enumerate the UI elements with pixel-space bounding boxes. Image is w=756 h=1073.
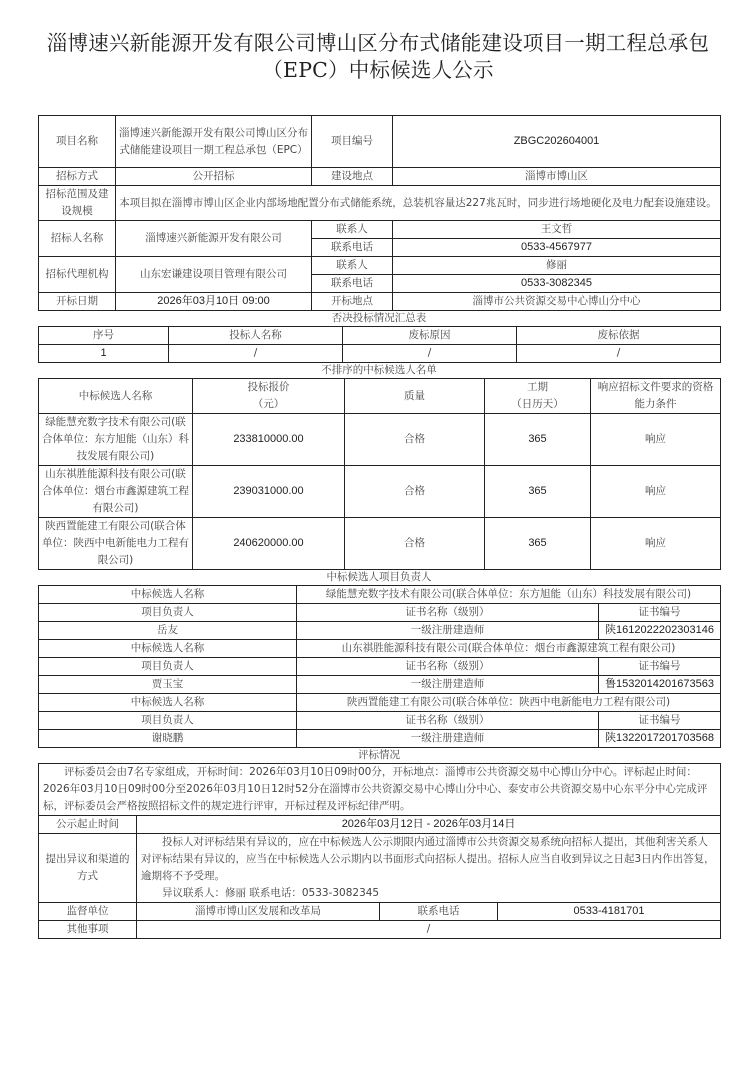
candidate-quality: 合格: [345, 414, 485, 466]
tenderer-phone: 0533-4567977: [393, 239, 721, 257]
project-name: 淄博速兴新能源开发有限公司博山区分布式储能建设项目一期工程总承包（EPC）: [116, 116, 312, 168]
cert-no-label: 证书编号: [599, 712, 721, 730]
candidate-response: 响应: [591, 466, 721, 518]
agency-phone-label: 联系电话: [312, 275, 393, 293]
agency-phone: 0533-3082345: [393, 275, 721, 293]
cert-name-label: 证书名称（级别）: [297, 604, 599, 622]
manager-label: 项目负责人: [39, 658, 297, 676]
rejected-caption: 否决投标情况汇总表: [331, 312, 427, 324]
tenderer-contact-label: 联系人: [312, 221, 393, 239]
bid-method-label: 招标方式: [39, 168, 116, 186]
rejected-cell: 1: [39, 345, 169, 363]
table-row: [39, 414, 721, 466]
title-line-2: （EPC）中标候选人公示: [262, 58, 494, 82]
table-row: [39, 640, 721, 658]
candidate-name: 绿能慧充数字技术有限公司(联合体单位：东方旭能（山东）科技发展有限公司): [297, 586, 721, 604]
table-row: [39, 518, 721, 570]
candidate-label: 中标候选人名称: [39, 640, 297, 658]
rejected-header: 投标人名称: [169, 327, 343, 345]
cert-no: 陕1322017201703568: [599, 730, 721, 748]
candidates-header-period: [485, 379, 591, 414]
project-info-table: [38, 115, 721, 311]
candidate-name: 绿能慧充数字技术有限公司(联合体单位：东方旭能（山东）科技发展有限公司): [39, 414, 193, 466]
manager-label: 项目负责人: [39, 604, 297, 622]
candidate-period: 365: [485, 518, 591, 570]
candidate-period: 365: [485, 414, 591, 466]
agency-contact: 修丽: [393, 257, 721, 275]
candidate-quality: 合格: [345, 518, 485, 570]
objection-label: 提出异议和渠道的方式: [39, 834, 137, 903]
cert-name-label: 证书名称（级别）: [297, 658, 599, 676]
agency-name: 山东宏谦建设项目管理有限公司: [116, 257, 312, 293]
cert-name: 一级注册建造师: [297, 622, 599, 640]
objection-contact: 异议联系人：修丽 联系电话：0533-3082345: [162, 887, 380, 899]
objection-text: 投标人对评标结果有异议的，应在中标候选人公示期限内通过淄博市公共资源交易系统向招标人提出，其他利害关系人对评标结果有异议的，应当在中标候选人公示期内以书面形式向招标人提出。招标人应当自收到异议之日起3日内作出答复，逾期将不予受理。: [141, 836, 715, 882]
scope-text: 本项目拟在淄博市博山区企业内部场地配置分布式储能系统，总装机容量达227兆瓦时，同步进行场地硬化及电力配套设施建设。: [116, 186, 721, 221]
candidate-label: 中标候选人名称: [39, 694, 297, 712]
table-row: [39, 712, 721, 730]
candidate-name: 山东祺胜能源科技有限公司(联合体单位：烟台市鑫源建筑工程有限公司): [39, 466, 193, 518]
candidate-response: 响应: [591, 518, 721, 570]
cert-no: 陕1612022202303146: [599, 622, 721, 640]
candidate-response: 响应: [591, 414, 721, 466]
header-line: （元）: [252, 398, 285, 410]
agency-label: 招标代理机构: [39, 257, 116, 293]
period-label: 公示起止时间: [39, 816, 137, 834]
supervisor-name: 淄博市博山区发展和改革局: [137, 903, 380, 921]
open-place: 淄博市公共资源交易中心博山分中心: [393, 293, 721, 311]
header-line: （日历天）: [511, 398, 564, 410]
cert-name-label: 证书名称（级别）: [297, 712, 599, 730]
cert-name: 一级注册建造师: [297, 676, 599, 694]
cert-name: 一级注册建造师: [297, 730, 599, 748]
table-row: [39, 622, 721, 640]
candidate-name: 山东祺胜能源科技有限公司(联合体单位：烟台市鑫源建筑工程有限公司): [297, 640, 721, 658]
table-row: [39, 604, 721, 622]
objection-cell: [137, 834, 721, 903]
table-row: [39, 466, 721, 518]
other-label: 其他事项: [39, 921, 137, 939]
managers-table: [38, 585, 721, 748]
supervisor-phone: 0533-4181701: [498, 903, 721, 921]
candidates-caption: 不排序的中标候选人名单: [321, 364, 437, 376]
rejected-header: 废标原因: [343, 327, 517, 345]
rejected-cell: /: [343, 345, 517, 363]
table-row: [39, 730, 721, 748]
candidates-header-name: 中标候选人名称: [39, 379, 193, 414]
cert-no-label: 证书编号: [599, 604, 721, 622]
project-name-label: 项目名称: [39, 116, 116, 168]
manager-name: 岳友: [39, 622, 297, 640]
candidates-header-price: [193, 379, 345, 414]
candidate-price: 233810000.00: [193, 414, 345, 466]
bid-method: 公开招标: [116, 168, 312, 186]
rejected-cell: /: [517, 345, 721, 363]
tenderer-label: 招标人名称: [39, 221, 116, 257]
managers-caption: 中标候选人项目负责人: [326, 571, 432, 583]
header-line: 工期: [527, 381, 548, 393]
evaluation-table: [38, 763, 721, 939]
title-line-1: 淄博速兴新能源开发有限公司博山区分布式储能建设项目一期工程总承包: [46, 31, 710, 55]
cert-no-label: 证书编号: [599, 658, 721, 676]
rejected-header: 序号: [39, 327, 169, 345]
manager-name: 贾玉宝: [39, 676, 297, 694]
manager-name: 谢晓鹏: [39, 730, 297, 748]
supervisor-label: 监督单位: [39, 903, 137, 921]
tenderer-name: 淄博速兴新能源开发有限公司: [116, 221, 312, 257]
period-value: 2026年03月12日 - 2026年03月14日: [137, 816, 721, 834]
table-row: [39, 658, 721, 676]
location: 淄博市博山区: [393, 168, 721, 186]
manager-label: 项目负责人: [39, 712, 297, 730]
header-line: 能力条件: [634, 398, 677, 410]
agency-contact-label: 联系人: [312, 257, 393, 275]
evaluation-caption: 评标情况: [358, 749, 400, 761]
document-title: [0, 30, 756, 84]
tenderer-contact: 王文哲: [393, 221, 721, 239]
table-row: [39, 694, 721, 712]
candidate-price: 240620000.00: [193, 518, 345, 570]
rejected-header: 废标依据: [517, 327, 721, 345]
cert-no: 鲁1532014201673563: [599, 676, 721, 694]
rejected-table: [38, 326, 721, 363]
table-row: [39, 676, 721, 694]
candidate-quality: 合格: [345, 466, 485, 518]
project-code-label: 项目编号: [312, 116, 393, 168]
candidate-period: 365: [485, 466, 591, 518]
tenderer-phone-label: 联系电话: [312, 239, 393, 257]
open-date: 2026年03月10日 09:00: [116, 293, 312, 311]
project-code: ZBGC202604001: [393, 116, 721, 168]
candidate-name: 陕西置能建工有限公司(联合体单位：陕西中电新能电力工程有限公司): [39, 518, 193, 570]
candidate-name: 陕西置能建工有限公司(联合体单位：陕西中电新能电力工程有限公司): [297, 694, 721, 712]
notice-document: [38, 115, 720, 939]
candidates-header-quality: 质量: [345, 379, 485, 414]
candidates-table: [38, 378, 721, 570]
header-line: 投标报价: [247, 381, 290, 393]
supervisor-phone-label: 联系电话: [380, 903, 498, 921]
candidate-label: 中标候选人名称: [39, 586, 297, 604]
header-line: 响应招标文件要求的资格: [597, 381, 714, 393]
location-label: 建设地点: [312, 168, 393, 186]
table-row: [39, 345, 721, 363]
open-place-label: 开标地点: [312, 293, 393, 311]
evaluation-text: 评标委员会由7名专家组成，开标时间：2026年03月10日09时00分，开标地点：淄博市公共资源交易中心博山分中心。评标起止时间：2026年03月10日09时00分至2026年03月10日12时52分在淄博市公共资源交易中心博山分中心、泰安市公共资源交易中心东平分中心完成评标，评标委员会严格按照招标文件的规定进行评审，开标过程及评标纪律严明。: [39, 764, 721, 816]
rejected-cell: /: [169, 345, 343, 363]
candidate-price: 239031000.00: [193, 466, 345, 518]
other-value: /: [137, 921, 721, 939]
open-date-label: 开标日期: [39, 293, 116, 311]
table-row: [39, 586, 721, 604]
scope-label: 招标范围及建设规模: [39, 186, 116, 221]
candidates-header-response: [591, 379, 721, 414]
